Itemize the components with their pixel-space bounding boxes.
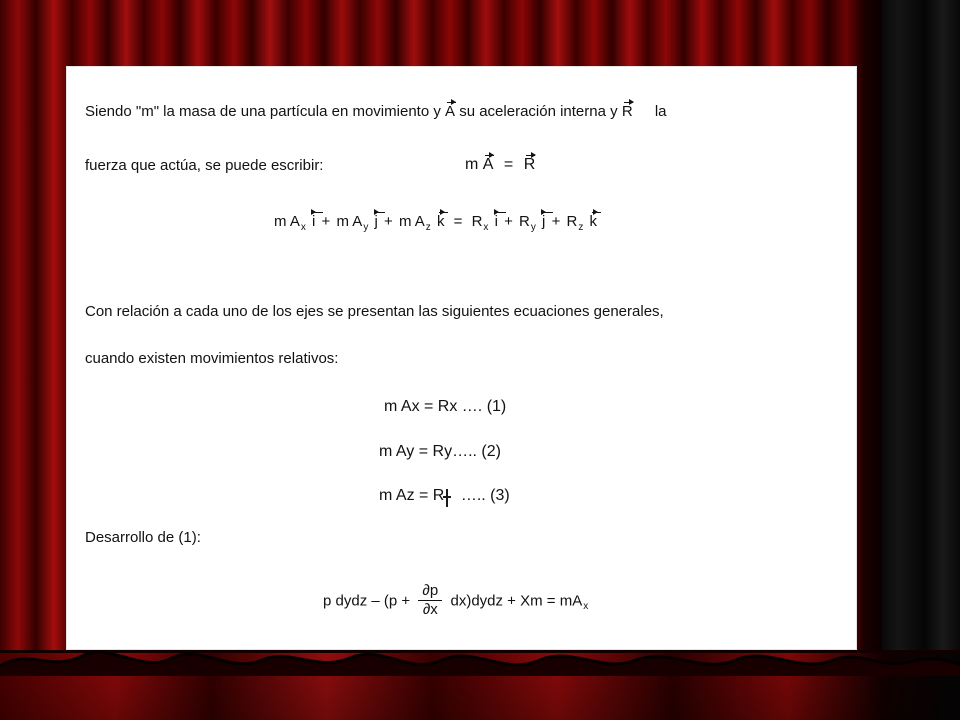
component-rz: R — [566, 213, 578, 230]
component-ay-sub: y — [363, 222, 369, 233]
force-vector-symbol: R — [621, 103, 633, 120]
final-equation-middle: dx)dydz + Xm = mA — [450, 592, 583, 610]
paragraph-line-2-text: cuando existen movimientos relativos: — [85, 350, 339, 367]
acceleration-vector-symbol: A — [445, 103, 456, 120]
right-curtain — [882, 0, 960, 720]
equation-3-right: ….. (3) — [460, 487, 510, 504]
unit-vector-i-right: i — [494, 213, 498, 230]
component-plus-1: + — [321, 213, 331, 230]
component-ry: R — [519, 213, 530, 230]
intro-line-1-middle: su aceleración interna y — [459, 103, 618, 120]
development-heading-text: Desarrollo de (1): — [85, 529, 201, 546]
component-az-sub: z — [425, 222, 431, 233]
vector-equation-force: R — [523, 156, 536, 173]
intro-line-1-end: la — [654, 103, 667, 120]
final-equation — [323, 584, 590, 619]
intro-line-2 — [85, 157, 323, 175]
partial-derivative-bottom: ∂x — [422, 601, 438, 618]
paragraph-line-2 — [85, 350, 338, 368]
document-page — [67, 67, 856, 649]
final-equation-sub: x — [583, 601, 589, 613]
component-ay-term: m A — [336, 213, 363, 230]
equation-2-text: m Ay = Ry….. (2) — [379, 443, 501, 460]
intro-line-2-text: fuerza que actúa, se puede escribir: — [85, 157, 324, 174]
component-plus-4: + — [551, 213, 561, 230]
intro-line-1 — [85, 103, 667, 121]
partial-derivative-fraction — [418, 583, 442, 618]
unit-vector-j-right: j — [542, 213, 546, 230]
intro-line-1-text: Siendo "m" la masa de una partícula en movimiento y — [85, 103, 441, 120]
equation-3 — [379, 487, 510, 505]
unit-vector-k: k — [436, 213, 445, 230]
vector-equation — [465, 156, 535, 174]
vector-equation-mass: m — [465, 156, 479, 173]
component-equation — [274, 213, 597, 233]
final-equation-start: p dydz – (p + — [323, 592, 411, 610]
equation-2 — [379, 443, 501, 461]
component-rx: R — [471, 213, 483, 230]
partial-derivative-top: ∂p — [422, 582, 439, 599]
component-ax-sub: x — [300, 222, 306, 233]
vector-equation-acceleration: A — [482, 156, 494, 173]
component-ax-term: m A — [274, 213, 300, 230]
equation-3-left: m Az = R — [379, 487, 445, 504]
stage-floor — [0, 650, 960, 720]
component-plus-3: + — [504, 213, 513, 230]
paragraph-line-1 — [85, 303, 664, 321]
component-equals: = — [453, 213, 463, 230]
unit-vector-j: j — [374, 213, 378, 230]
component-rx-sub: x — [483, 222, 489, 233]
component-az-term: m A — [398, 213, 425, 230]
equation-1 — [384, 398, 506, 416]
component-ry-sub: y — [530, 222, 536, 233]
component-plus-2: + — [384, 213, 393, 230]
unit-vector-i: i — [312, 213, 316, 230]
component-rz-sub: z — [578, 222, 584, 233]
development-heading — [85, 529, 201, 547]
equation-1-text: m Ax = Rx …. (1) — [384, 398, 507, 415]
unit-vector-k-right: k — [589, 213, 598, 230]
vector-equation-equals: = — [503, 156, 514, 173]
paragraph-line-1-text: Con relación a cada uno de los ejes se presentan las siguientes ecuaciones generales, — [85, 303, 664, 320]
